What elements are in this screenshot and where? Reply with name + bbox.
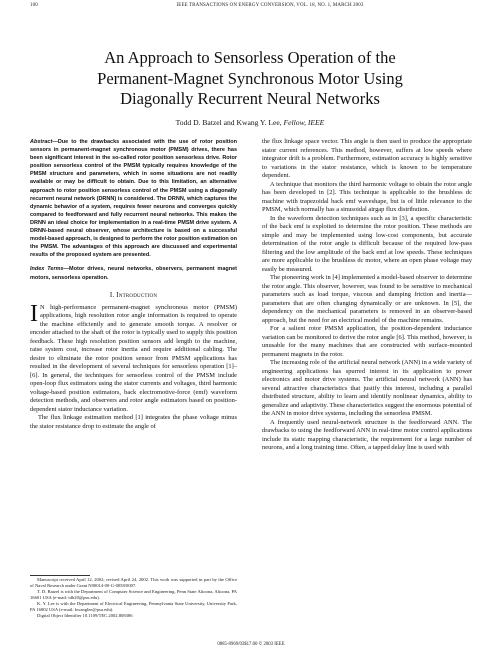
journal-name: IEEE TRANSACTIONS ON ENERGY CONVERSION, VOL. 18, NO. 1, MARCH 2003 — [176, 3, 364, 8]
index-terms-text: —Motor drives, neural networks, observers, permanent magnet motors, sensorless operation. — [30, 266, 237, 281]
footnote-manuscript: Manuscript received April 12, 2002; revised April 24, 2002. This work was supported in part by the Office of Naval Research under Grant N00014-00-G-0058/0007. — [30, 577, 237, 588]
intro-paragraph-1 — [30, 300, 237, 415]
section-heading-introduction: I. Introduction — [109, 290, 158, 299]
running-header — [30, 3, 470, 13]
page-number: 100 — [30, 3, 38, 8]
abstract-text: —Due to the drawbacks associated with the use of rotor position sensors in permanent-magnet synchronous motor (PMSM) drives, there has been significant interest in the so-called rotor position sensorless drive. Rotor position sensorless control of the PMSM typically requires knowledge of the PMSM structure and parameters, which in some situations are not readily available or may be difficult to obtain. Due to this limitation, an alternative approach to rotor position sensorless control of the PMSM using a diagonally recurrent neural network (DRNN) is considered. The DRNN, which captures the dynamic behavior of a system, requires fewer neurons and converges quickly compared to feedforward and fully recurrent neural networks. This makes the DRNN an ideal choice for implementation in a real-time PMSM drive system. A DRNN-based neural observer, whose architecture is based on a successful model-based approach, is designed to perform the rotor position estimation on the PMSM. The advantages of this approach are discussed and experimental results of the proposed system are presented. — [30, 139, 237, 259]
author-names: Todd D. Batzel and Kwang Y. Lee, — [175, 118, 284, 127]
right-paragraph-4: The pioneering work in [4] implemented a model-based observer to determine the rotor angle. This observer, however, was found to be sensitive to mechanical parameters such as load torque, viscous and damping friction and inertia—parameters that are often changing dynamically or are unknown. In [5], the dependency on the mechanical parameters is removed in an observer-based approach, but the need for an electrical model of the machine remains. — [262, 274, 472, 324]
title-line-1: An Approach to Sensorless Operation of the — [104, 48, 396, 67]
right-paragraph-6: The increasing role of the artificial neural network (ANN) in a wide variety of engineering applications has spurred interest in its application to power electronics and motor drive systems. The artificial neural network (ANN) has several attractive characteristics that justify this interest, including a parallel distributed structure, ability to learn and identify nonlinear dynamics, ability to generalize and adaptivity. These characteristics suggest the enormous potential of the ANN in motor drive systems, including the sensorless PMSM. — [262, 359, 472, 417]
footnote-divider — [30, 575, 90, 576]
intro-paragraph-2: The flux linkage estimation method [1] integrates the phase voltage minus the stator resistance drop to estimate the angle of — [30, 414, 237, 430]
copyright-line: 0885-8969/03$17.00 © 2003 IEEE — [217, 642, 285, 647]
drop-cap: I — [30, 300, 38, 327]
right-paragraph-5: For a salient rotor PMSM application, the position-dependent inductance variation can be monitored to derive the rotor angle [6]. This method, however, is unusable for the many machines that are constructed with surface-mounted permanent magnets in the rotor. — [262, 325, 472, 358]
title-line-3: Diagonally Recurrent Neural Networks — [120, 89, 380, 108]
index-terms-lead: Index Terms — [30, 266, 64, 273]
author-line — [40, 118, 460, 127]
right-paragraph-7: A frequently used neural-network structure is the feedforward ANN. The drawbacks to using the feedforward ANN in real-time motor control applications include its static mapping characteristic, the requirement for a large number of neurons, and a long training time. Often, a tapped delay line is used with — [262, 418, 472, 451]
right-column — [262, 138, 472, 453]
right-paragraph-2: A technique that monitors the third harmonic voltage to obtain the rotor angle has been developed in [2]. This technique is applicable to the brushless dc machine with trapezoidal back emf waveshape, but is of little relevance to the PMSM, which normally has a sinusoidal airgap flux distribution. — [262, 180, 472, 213]
footnote-author-1: T. D. Batzel is with the Department of Computer Science and Engineering, Penn State Altoona, Altoona, PA 16601 USA (e-mail: tdb20@psu.edu). — [30, 589, 237, 600]
author-suffix: Fellow, IEEE — [283, 118, 325, 127]
footnote-doi: Digital Object Identifier 10.1109/TEC.2002.808386 — [37, 613, 133, 618]
paper-title — [40, 48, 460, 110]
right-paragraph-1: the flux linkage space vector. This angle is then used to produce the appropriate stator current references. This method, however, suffers at low speeds where integrator drift is a problem. Furthermore, estimation accuracy is highly sensitive to variations in the stator resistance, which is known to be temperature dependent. — [262, 138, 472, 179]
right-paragraph-3: In the waveform detection techniques such as in [3], a specific characteristic of the back emf is exploited to determine the rotor position. These methods are simple and may be implemented using low-cost components, but accurate determination of the rotor angle is difficult because of the required low-pass filtering and the low amplitude of the back emf at low speeds. These techniques are more applicable to the brushless dc motor, where an open phase voltage may easily be measured. — [262, 214, 472, 273]
footnotes — [30, 577, 237, 619]
abstract-lead: Abstract — [30, 139, 53, 145]
index-terms — [30, 265, 237, 281]
footnote-author-2: K. Y. Lee is with the Department of Electrical Engineering, Pennsylvania State University, University Park, PA 16802 USA (e-mail: kwanglee@psu.edu). — [30, 601, 237, 612]
left-column — [30, 138, 237, 431]
abstract — [30, 138, 237, 259]
intro-paragraph-1-text: N high-performance permanent-magnet synchronous motor (PMSM) applications, high resolution rotor angle information is required to operate the machine efficiently and to generate smooth torque. A resolver or encoder attached to the shaft of the rotor is typically used to supply this position feedback. These high resolution position sensors add length to the machine, raise system cost, increase rotor inertia and require additional cabling. The desire to eliminate the rotor position sensor from PMSM applications has resulted in the development of several techniques for sensorless operation [1]–[6]. In general, the techniques for sensorless control of the PMSM include open-loop flux estimators using the stator currents and voltages, third harmonic voltage-based position estimators, back electromotive-force (emf) waveform detection methods, and observers and rotor angle estimators based on position-dependent stator inductance variation. — [30, 303, 237, 413]
title-line-2: Permanent-Magnet Synchronous Motor Using — [97, 68, 403, 88]
